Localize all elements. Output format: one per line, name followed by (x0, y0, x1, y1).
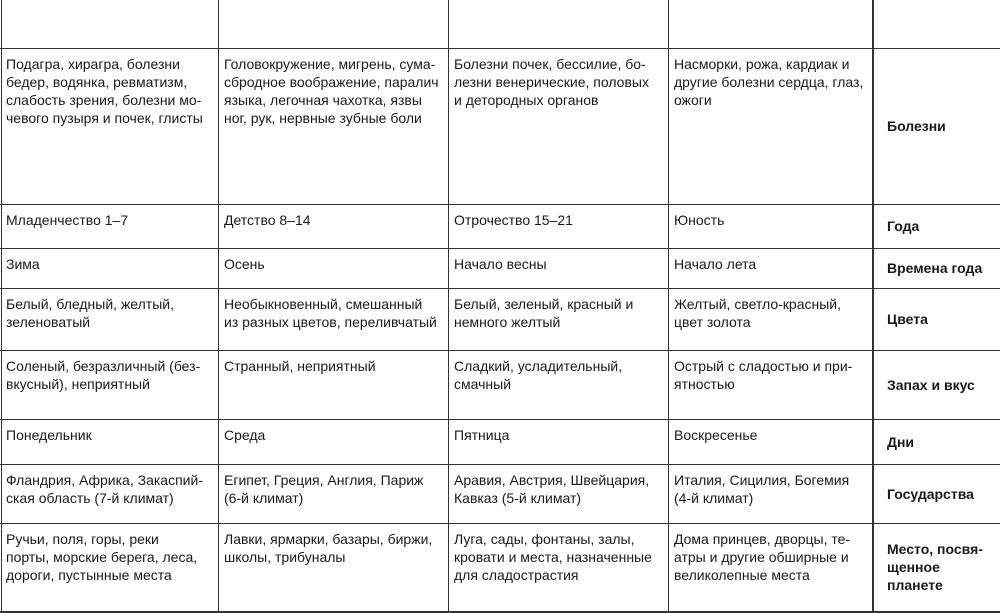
table-cell: Понедельник (6, 427, 92, 443)
row-label: Запах и вкус (887, 376, 975, 393)
row-label: Болезни (887, 118, 946, 134)
column-divider (448, 0, 449, 611)
row-divider (0, 204, 1000, 205)
table-cell (218, 0, 448, 48)
column-divider (218, 0, 219, 611)
table-row (0, 464, 1000, 523)
table-row (0, 288, 1000, 350)
row-divider (0, 464, 1000, 465)
table-cell: Аравия, Австрия, Швейцария, Кавказ (5-й климат) (454, 472, 650, 506)
table-cell: Желтый, светло-красный, цвет золота (674, 296, 842, 330)
table-cell: Египет, Греция, Англия, Париж (6-й климат) (224, 472, 424, 506)
table-cell: Отрочество 15–21 (454, 212, 573, 228)
row-label: Государства (887, 485, 974, 502)
table-cell: Белый, бледный, желтый, зеленоватый (6, 296, 174, 330)
table-cell: Дома принцев, дворцы, те- атры и другие обширные и великолепные места (674, 531, 851, 583)
table-row (0, 419, 1000, 464)
column-divider (1, 0, 2, 611)
table-cell: Соленый, безразличный (без- вкусный), неприятный (6, 358, 201, 392)
row-label: Времена года (887, 260, 983, 276)
table-cell: Болезни почек, бессилие, бо- лезни венерические, половых и детородных органов (454, 56, 649, 108)
row-divider (0, 48, 1000, 49)
table-row (0, 204, 1000, 248)
row-divider (0, 350, 1000, 351)
row-label: Дни (887, 433, 915, 450)
table-cell: Зима (6, 256, 40, 272)
table-cell: Ручьи, поля, горы, реки порты, морские берега, леса, дороги, пустынные места (6, 531, 198, 583)
row-label: Цвета (887, 311, 928, 327)
table-cell: Белый, зеленый, красный и немного желтый (454, 296, 634, 330)
table-row (0, 248, 1000, 288)
table-cell (0, 0, 218, 48)
table-row (0, 350, 1000, 419)
table-cell: Детство 8–14 (224, 212, 311, 228)
table-row (0, 48, 1000, 204)
table-cell: Головокружение, мигрень, сума- сбродное воображение, паралич языка, легочная чахотка, язвы ног, рук, нервные зубные боли (224, 56, 439, 126)
table-cell: Младенчество 1–7 (6, 212, 129, 228)
column-divider (668, 0, 669, 611)
table-cell: Необыкновенный, смешанный из разных цветов, переливчатый (224, 296, 437, 330)
table-cell: Острый с сладостью и при- ятностью (674, 358, 853, 392)
table-cell: Луга, сады, фонтаны, залы, кровати и места, назначенные для сладострастия (454, 531, 652, 583)
table-cell: Среда (224, 427, 266, 443)
row-divider (0, 288, 1000, 289)
table-cell: Италия, Сицилия, Богемия (4-й климат) (674, 472, 850, 506)
table-cell: Осень (224, 256, 265, 272)
table-cell: Сладкий, усладительный, смачный (454, 358, 623, 392)
row-divider (0, 419, 1000, 420)
row-divider (0, 248, 1000, 249)
row-label (875, 0, 1000, 48)
table-row (0, 0, 1000, 48)
table-cell: Юность (674, 212, 725, 228)
table-cell: Начало весны (454, 256, 547, 272)
table-cell (448, 0, 668, 48)
row-label: Года (887, 218, 920, 234)
table-cell: Лавки, ярмарки, базары, биржи, школы, трибуналы (224, 531, 433, 565)
table-cell (668, 0, 873, 48)
table-cell: Фландрия, Африка, Закаспий- ская область (7-й климат) (6, 472, 203, 506)
row-label: Место, посвя- щенное планете (887, 541, 983, 593)
row-divider (0, 523, 1000, 524)
table-cell: Воскресенье (674, 427, 758, 443)
table-row (0, 523, 1000, 611)
table-cell: Странный, неприятный (224, 358, 376, 374)
table-cell: Насморки, рожа, кардиак и другие болезни сердца, глаз, ожоги (674, 56, 864, 108)
table-cell: Пятница (454, 427, 510, 443)
column-divider (872, 0, 874, 611)
table-cell: Начало лета (674, 256, 757, 272)
table-cell: Подагра, хирагра, болезни бедер, водянка, ревматизм, слабость зрения, болезни мо- чевого пузыря и почек, глисты (6, 56, 203, 126)
